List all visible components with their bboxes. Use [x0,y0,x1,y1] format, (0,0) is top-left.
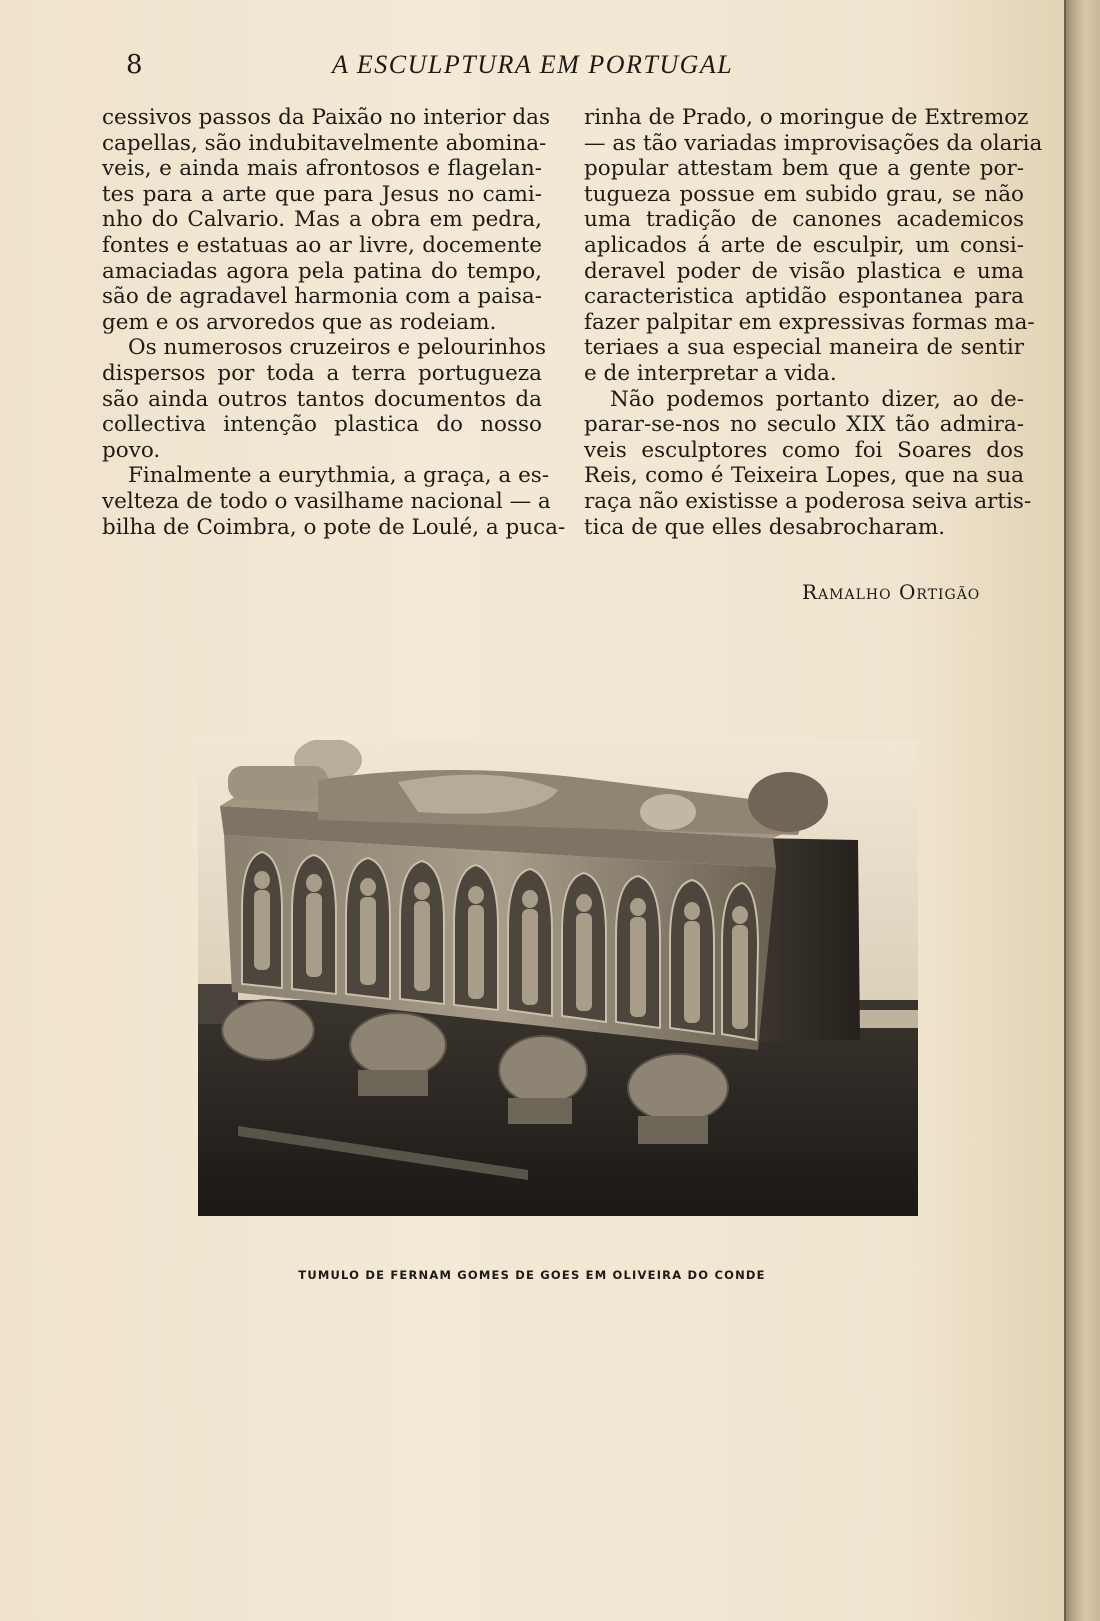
text-line: dispersos por toda a terra portugueza [102,360,542,386]
tomb-illustration [198,740,918,1216]
running-head [0,50,1064,90]
text-line: caracteristica aptidão espontanea para [584,284,1024,310]
text-line: collectiva intenção plastica do nosso [102,412,542,438]
text-line: amaciadas agora pela patina do tempo, [102,258,542,284]
text-line: e de interpretar a vida. [584,360,837,386]
tomb-photograph [198,740,918,1216]
text-line: uma tradição de canones academicos [584,207,1024,233]
text-line: gem e os arvoredos que as rodeiam. [102,309,497,335]
text-line: raça não existisse a poderosa seiva artis- [584,488,1032,514]
text-line: bilha de Coimbra, o pote de Loulé, a puca- [102,514,566,540]
text-line: Reis, como é Teixeira Lopes, que na sua [584,463,1024,489]
text-line: capellas, são indubitavelmente abomina- [102,130,547,156]
text-line: são de agradavel harmonia com a paisa- [102,284,542,310]
text-line: fazer palpitar em expressivas formas ma- [584,309,1035,335]
text-line: cessivos passos da Paixão no interior das [102,105,550,130]
page-edge-line [1064,0,1066,1621]
text-line: tugueza possue em subido grau, se não [584,181,1024,207]
text-line: velteza de todo o vasilhame nacional — a [102,488,551,514]
text-line: veis, e ainda mais afrontosos e flagelan- [102,156,542,182]
text-line: tica de que elles desabrocharam. [584,514,946,540]
text-line: Os numerosos cruzeiros e pelourinhos [128,335,547,361]
text-line: teriaes a sua especial maneira de sentir [584,335,1024,361]
right-column [584,105,1043,540]
left-column [102,105,566,540]
text-line: deravel poder de visão plastica e uma [584,258,1024,284]
text-line: rinha de Prado, o moringue de Extremoz [584,105,1029,130]
text-line: parar-se-nos no seculo XIX tão admira- [584,412,1024,438]
text-line: fontes e estatuas ao ar livre, docemente [102,232,542,258]
text-line: popular attestam bem que a gente por- [584,156,1024,182]
text-line: veis esculptores como foi Soares dos [584,437,1024,463]
text-line: Finalmente a eurythmia, a graça, a es- [128,463,550,489]
running-title: A ESCULPTURA EM PORTUGAL [332,50,734,79]
text-line: povo. [102,437,161,463]
page-number: 8 [126,50,143,80]
text-line: — as tão variadas improvisações da olaria [584,130,1043,156]
text-line: nho do Calvario. Mas a obra em pedra, [102,207,542,233]
text-line: tes para a arte que para Jesus no cami- [102,181,542,207]
text-line: são ainda outros tantos documentos da [102,386,542,412]
page-edge [1064,0,1100,1621]
text-line: Não podemos portanto dizer, ao de- [610,386,1024,412]
text-line: aplicados á arte de esculpir, um consi- [584,232,1024,258]
author-signature: Ramalho Ortigão [802,580,981,604]
figure-caption: TUMULO DE FERNAM GOMES DE GOES EM OLIVEIRA DO CONDE [298,1268,766,1282]
